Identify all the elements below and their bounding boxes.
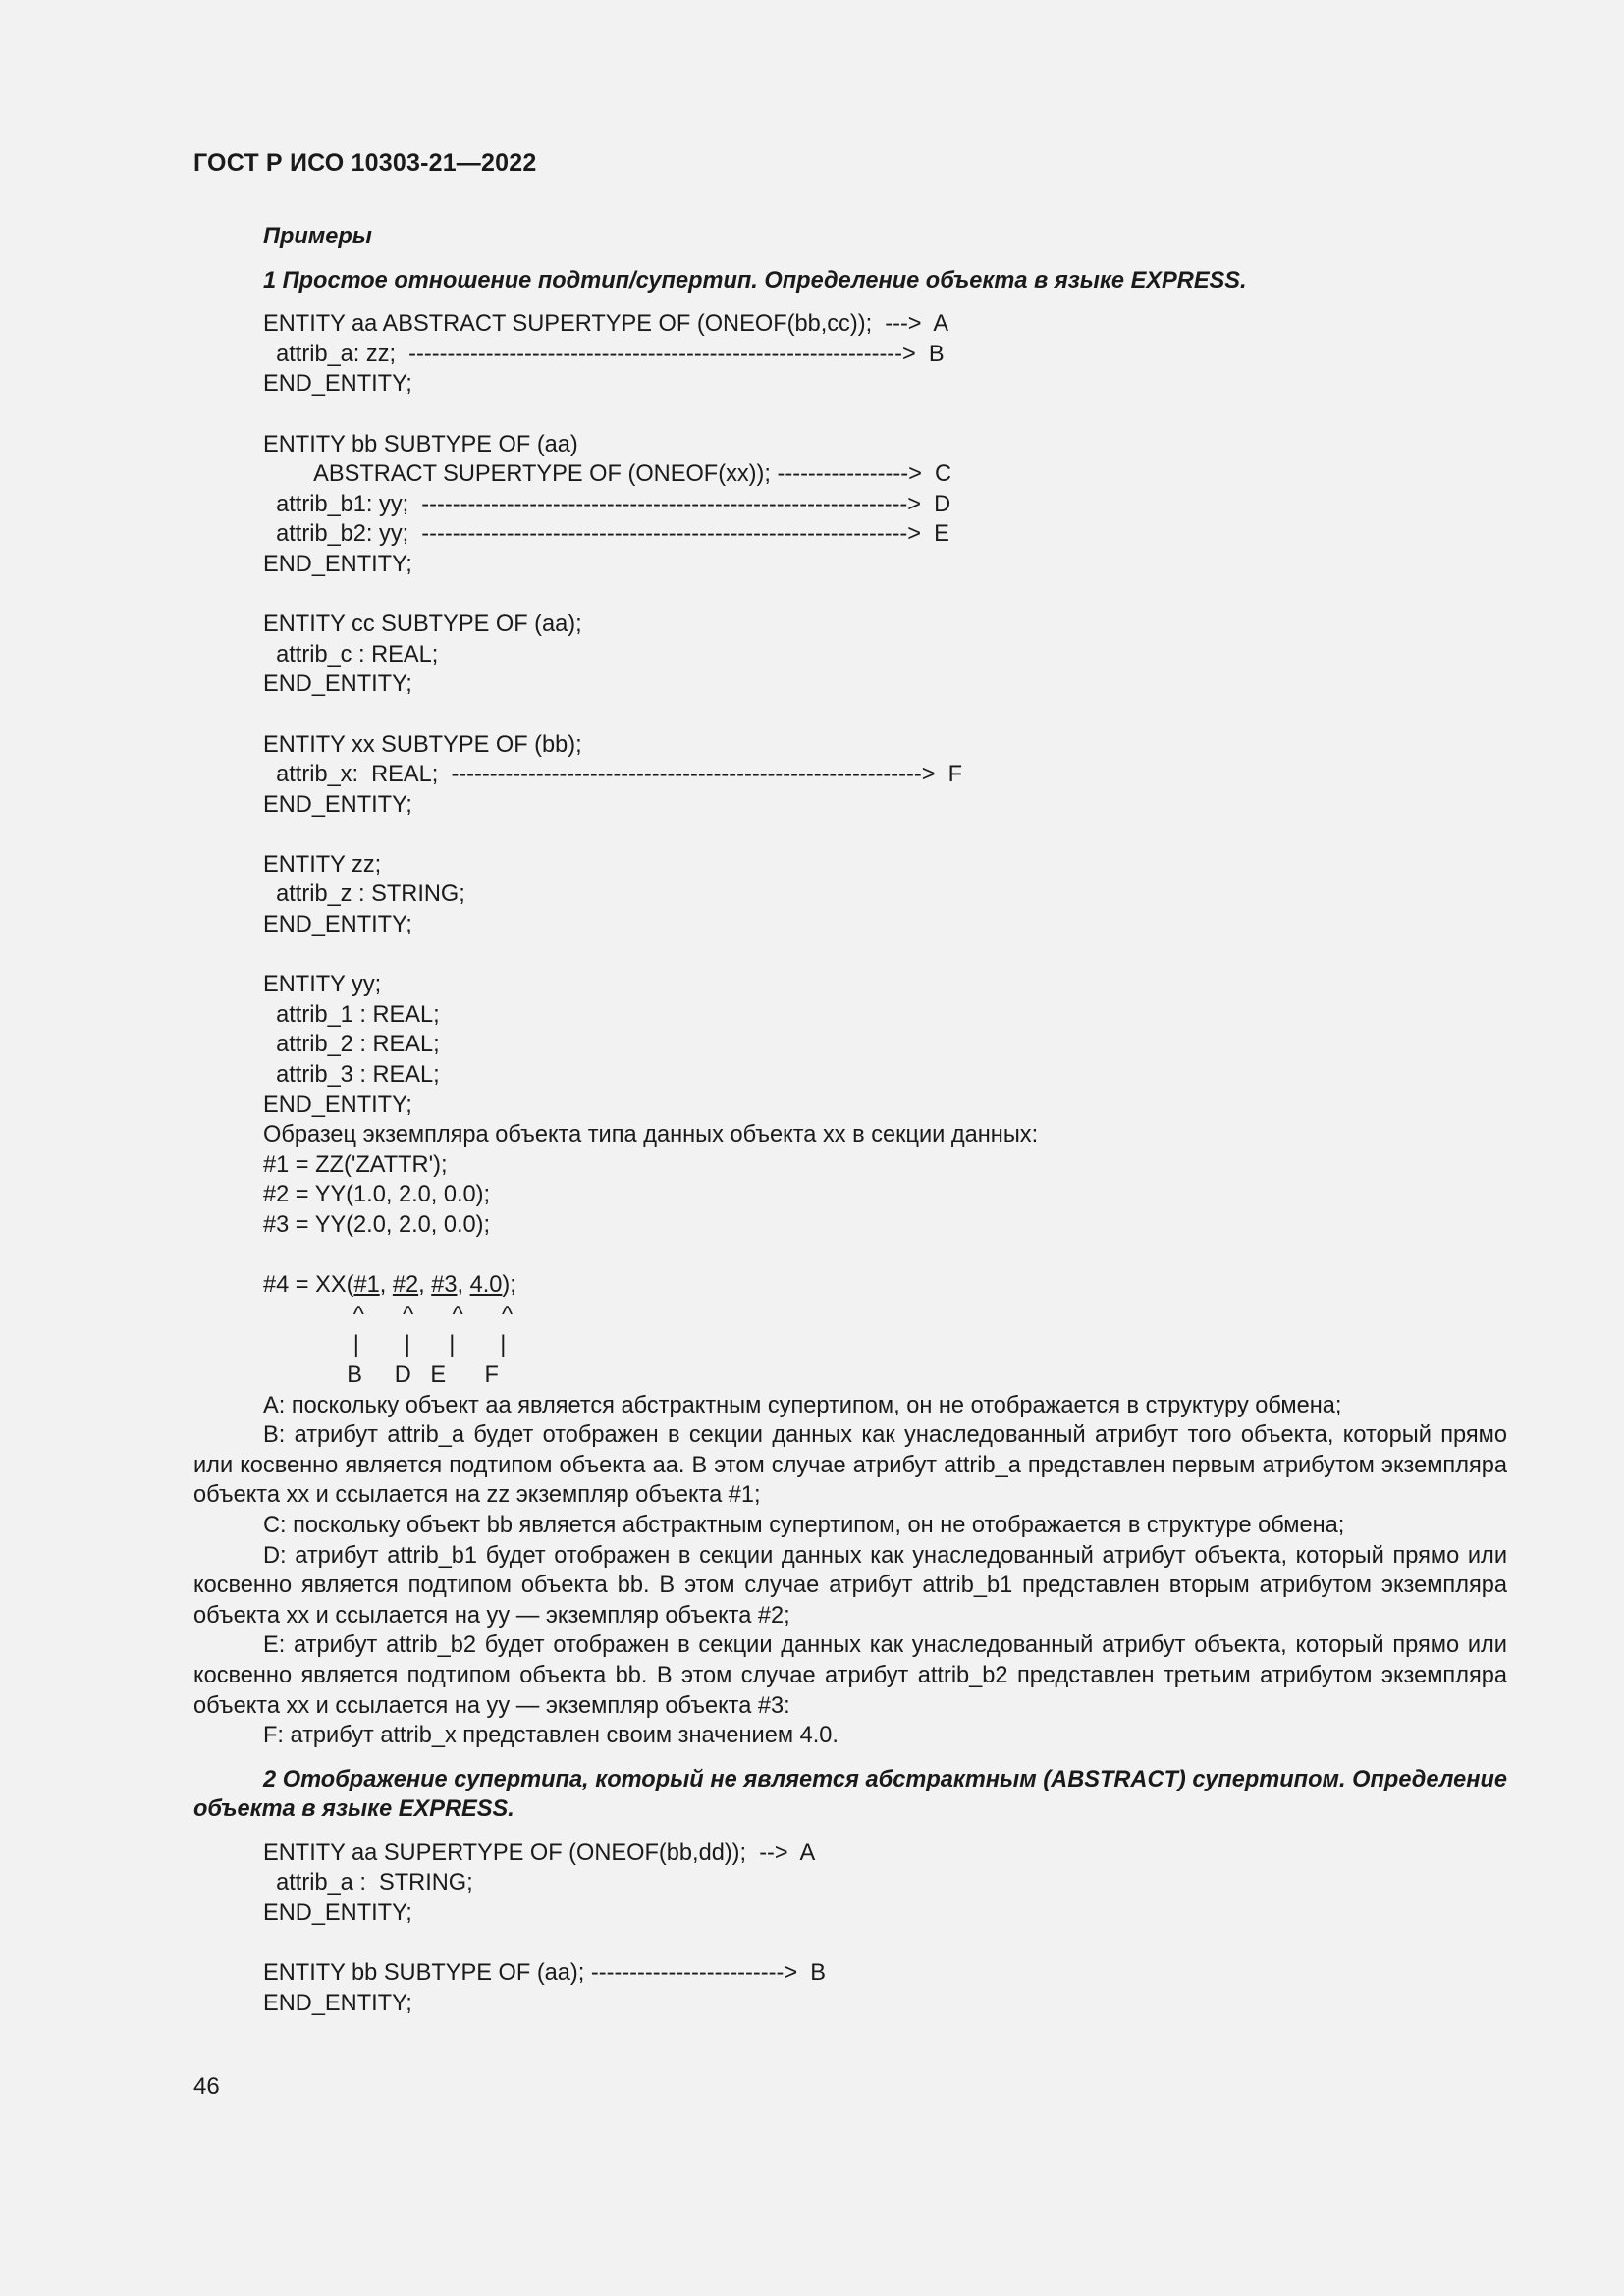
code-line: ENTITY xx SUBTYPE OF (bb); bbox=[263, 731, 582, 758]
blank-line bbox=[193, 1241, 1507, 1271]
instance-intro: Образец экземпляра объекта типа данных объекта xx в секции данных: bbox=[263, 1122, 1039, 1148]
code-line bbox=[193, 700, 1507, 730]
arrows-carets: ^ ^ ^ ^ bbox=[263, 1302, 514, 1328]
code-line: attrib_2 : REAL; bbox=[263, 1032, 440, 1058]
code-line bbox=[193, 820, 1507, 850]
code-line: ENTITY aa ABSTRACT SUPERTYPE OF (ONEOF(bb,cc)); ---> A bbox=[263, 311, 949, 338]
example1-title: 1 Простое отношение подтип/супертип. Определение объекта в языке EXPRESS. bbox=[263, 267, 1247, 294]
instance4-arg-3: #3 bbox=[431, 1272, 458, 1299]
code-line: ENTITY bb SUBTYPE OF (aa) bbox=[263, 431, 578, 457]
note-paragraph: A: поскольку объект aa является абстрактным супертипом, он не отображается в структуру обмена; bbox=[263, 1392, 1342, 1418]
arrows-bars: | | | | bbox=[263, 1332, 507, 1359]
instance4-suffix: ); bbox=[502, 1272, 516, 1299]
code-line: ENTITY zz; bbox=[263, 851, 382, 878]
instance-line: #2 = YY(1.0, 2.0, 0.0); bbox=[263, 1182, 491, 1208]
instance-line: #3 = YY(2.0, 2.0, 0.0); bbox=[263, 1212, 491, 1238]
code-line bbox=[193, 400, 1507, 430]
code-line: END_ENTITY; bbox=[263, 1092, 412, 1118]
note-paragraph: B: атрибут attrib_a будет отображен в секции данных как унаследованный атрибут того объекта, который прямо или косвенно является подтипом объекта aa. В этом случае атрибут attrib_a представлен первым атрибутом экземпляра объекта xx и ссылается на zz экземпляр объекта #1; bbox=[193, 1422, 1507, 1509]
arrows-letters: B D E F bbox=[263, 1362, 499, 1388]
code-line: attrib_a: zz; ----------------------------------------------------------------> B bbox=[263, 341, 945, 367]
code-line: ENTITY aa SUPERTYPE OF (ONEOF(bb,dd)); --> A bbox=[263, 1840, 816, 1866]
code-line: END_ENTITY; bbox=[263, 791, 412, 818]
instance4-arg-1: #1 bbox=[353, 1272, 380, 1299]
instance-line: #1 = ZZ('ZATTR'); bbox=[263, 1151, 448, 1178]
code-line: attrib_3 : REAL; bbox=[263, 1062, 440, 1089]
code-line bbox=[193, 580, 1507, 611]
page-number: 46 bbox=[193, 2073, 220, 2100]
code-line bbox=[193, 940, 1507, 971]
example1-notes bbox=[193, 1391, 1507, 1751]
code-line bbox=[193, 1929, 1507, 1959]
code-line: ENTITY yy; bbox=[263, 972, 382, 998]
code-line: END_ENTITY; bbox=[263, 912, 412, 938]
example2-code bbox=[193, 1839, 1507, 2019]
code-line: attrib_b2: yy; ---------------------------------------------------------------> E bbox=[263, 521, 949, 548]
note-paragraph: C: поскольку объект bb является абстрактным супертипом, он не отображается в структуре обмена; bbox=[263, 1512, 1345, 1538]
instance4-arg-4: 4.0 bbox=[469, 1272, 503, 1299]
code-line: END_ENTITY; bbox=[263, 551, 412, 577]
note-paragraph: E: атрибут attrib_b2 будет отображен в секции данных как унаследованный атрибут объекта, который прямо или косвенно является подтипом объекта bb. В этом случае атрибут attrib_b2 представлен третьим атрибутом экземпляра объекта xx и ссылается на yy — экземпляр объекта #3: bbox=[193, 1632, 1507, 1719]
code-line: ENTITY bb SUBTYPE OF (aa); -------------------------> B bbox=[263, 1960, 826, 1987]
page-content bbox=[193, 222, 1507, 2018]
code-line: ENTITY cc SUBTYPE OF (aa); bbox=[263, 612, 582, 638]
code-line: ABSTRACT SUPERTYPE OF (ONEOF(xx)); -----------------> C bbox=[263, 461, 951, 488]
code-line: END_ENTITY; bbox=[263, 671, 412, 698]
code-line: attrib_c : REAL; bbox=[263, 641, 439, 667]
document-header: ГОСТ Р ИСО 10303-21—2022 bbox=[193, 149, 537, 177]
examples-label: Примеры bbox=[263, 224, 372, 249]
note-paragraph: F: атрибут attrib_x представлен своим значением 4.0. bbox=[263, 1723, 839, 1749]
code-line: END_ENTITY; bbox=[263, 371, 412, 398]
code-line: attrib_b1: yy; ---------------------------------------------------------------> D bbox=[263, 491, 951, 517]
instance-list bbox=[193, 1150, 1507, 1241]
code-line: attrib_1 : REAL; bbox=[263, 1001, 440, 1028]
code-line: attrib_x: REAL; -------------------------------------------------------------> F bbox=[263, 762, 963, 788]
example2-title: 2 Отображение супертипа, который не является абстрактным (ABSTRACT) супертипом. Определение объекта в языке EXPRESS. bbox=[193, 1766, 1507, 1823]
code-line: END_ENTITY; bbox=[263, 1900, 412, 1927]
code-line: END_ENTITY; bbox=[263, 1990, 412, 2016]
instance-4: #4 = XX(#1, #2, #3, 4.0); bbox=[263, 1272, 516, 1299]
note-paragraph: D: атрибут attrib_b1 будет отображен в секции данных как унаследованный атрибут объекта, который прямо или косвенно является подтипом объекта bb. В этом случае атрибут attrib_b1 представлен вторым атрибутом экземпляра объекта xx и ссылается на yy — экземпляр объекта #2; bbox=[193, 1542, 1507, 1629]
example1-code bbox=[193, 309, 1507, 1120]
instance4-arg-2: #2 bbox=[392, 1272, 419, 1299]
instance4-prefix: #4 = XX( bbox=[263, 1272, 354, 1299]
code-line: attrib_z : STRING; bbox=[263, 881, 465, 908]
code-line: attrib_a : STRING; bbox=[263, 1870, 473, 1896]
